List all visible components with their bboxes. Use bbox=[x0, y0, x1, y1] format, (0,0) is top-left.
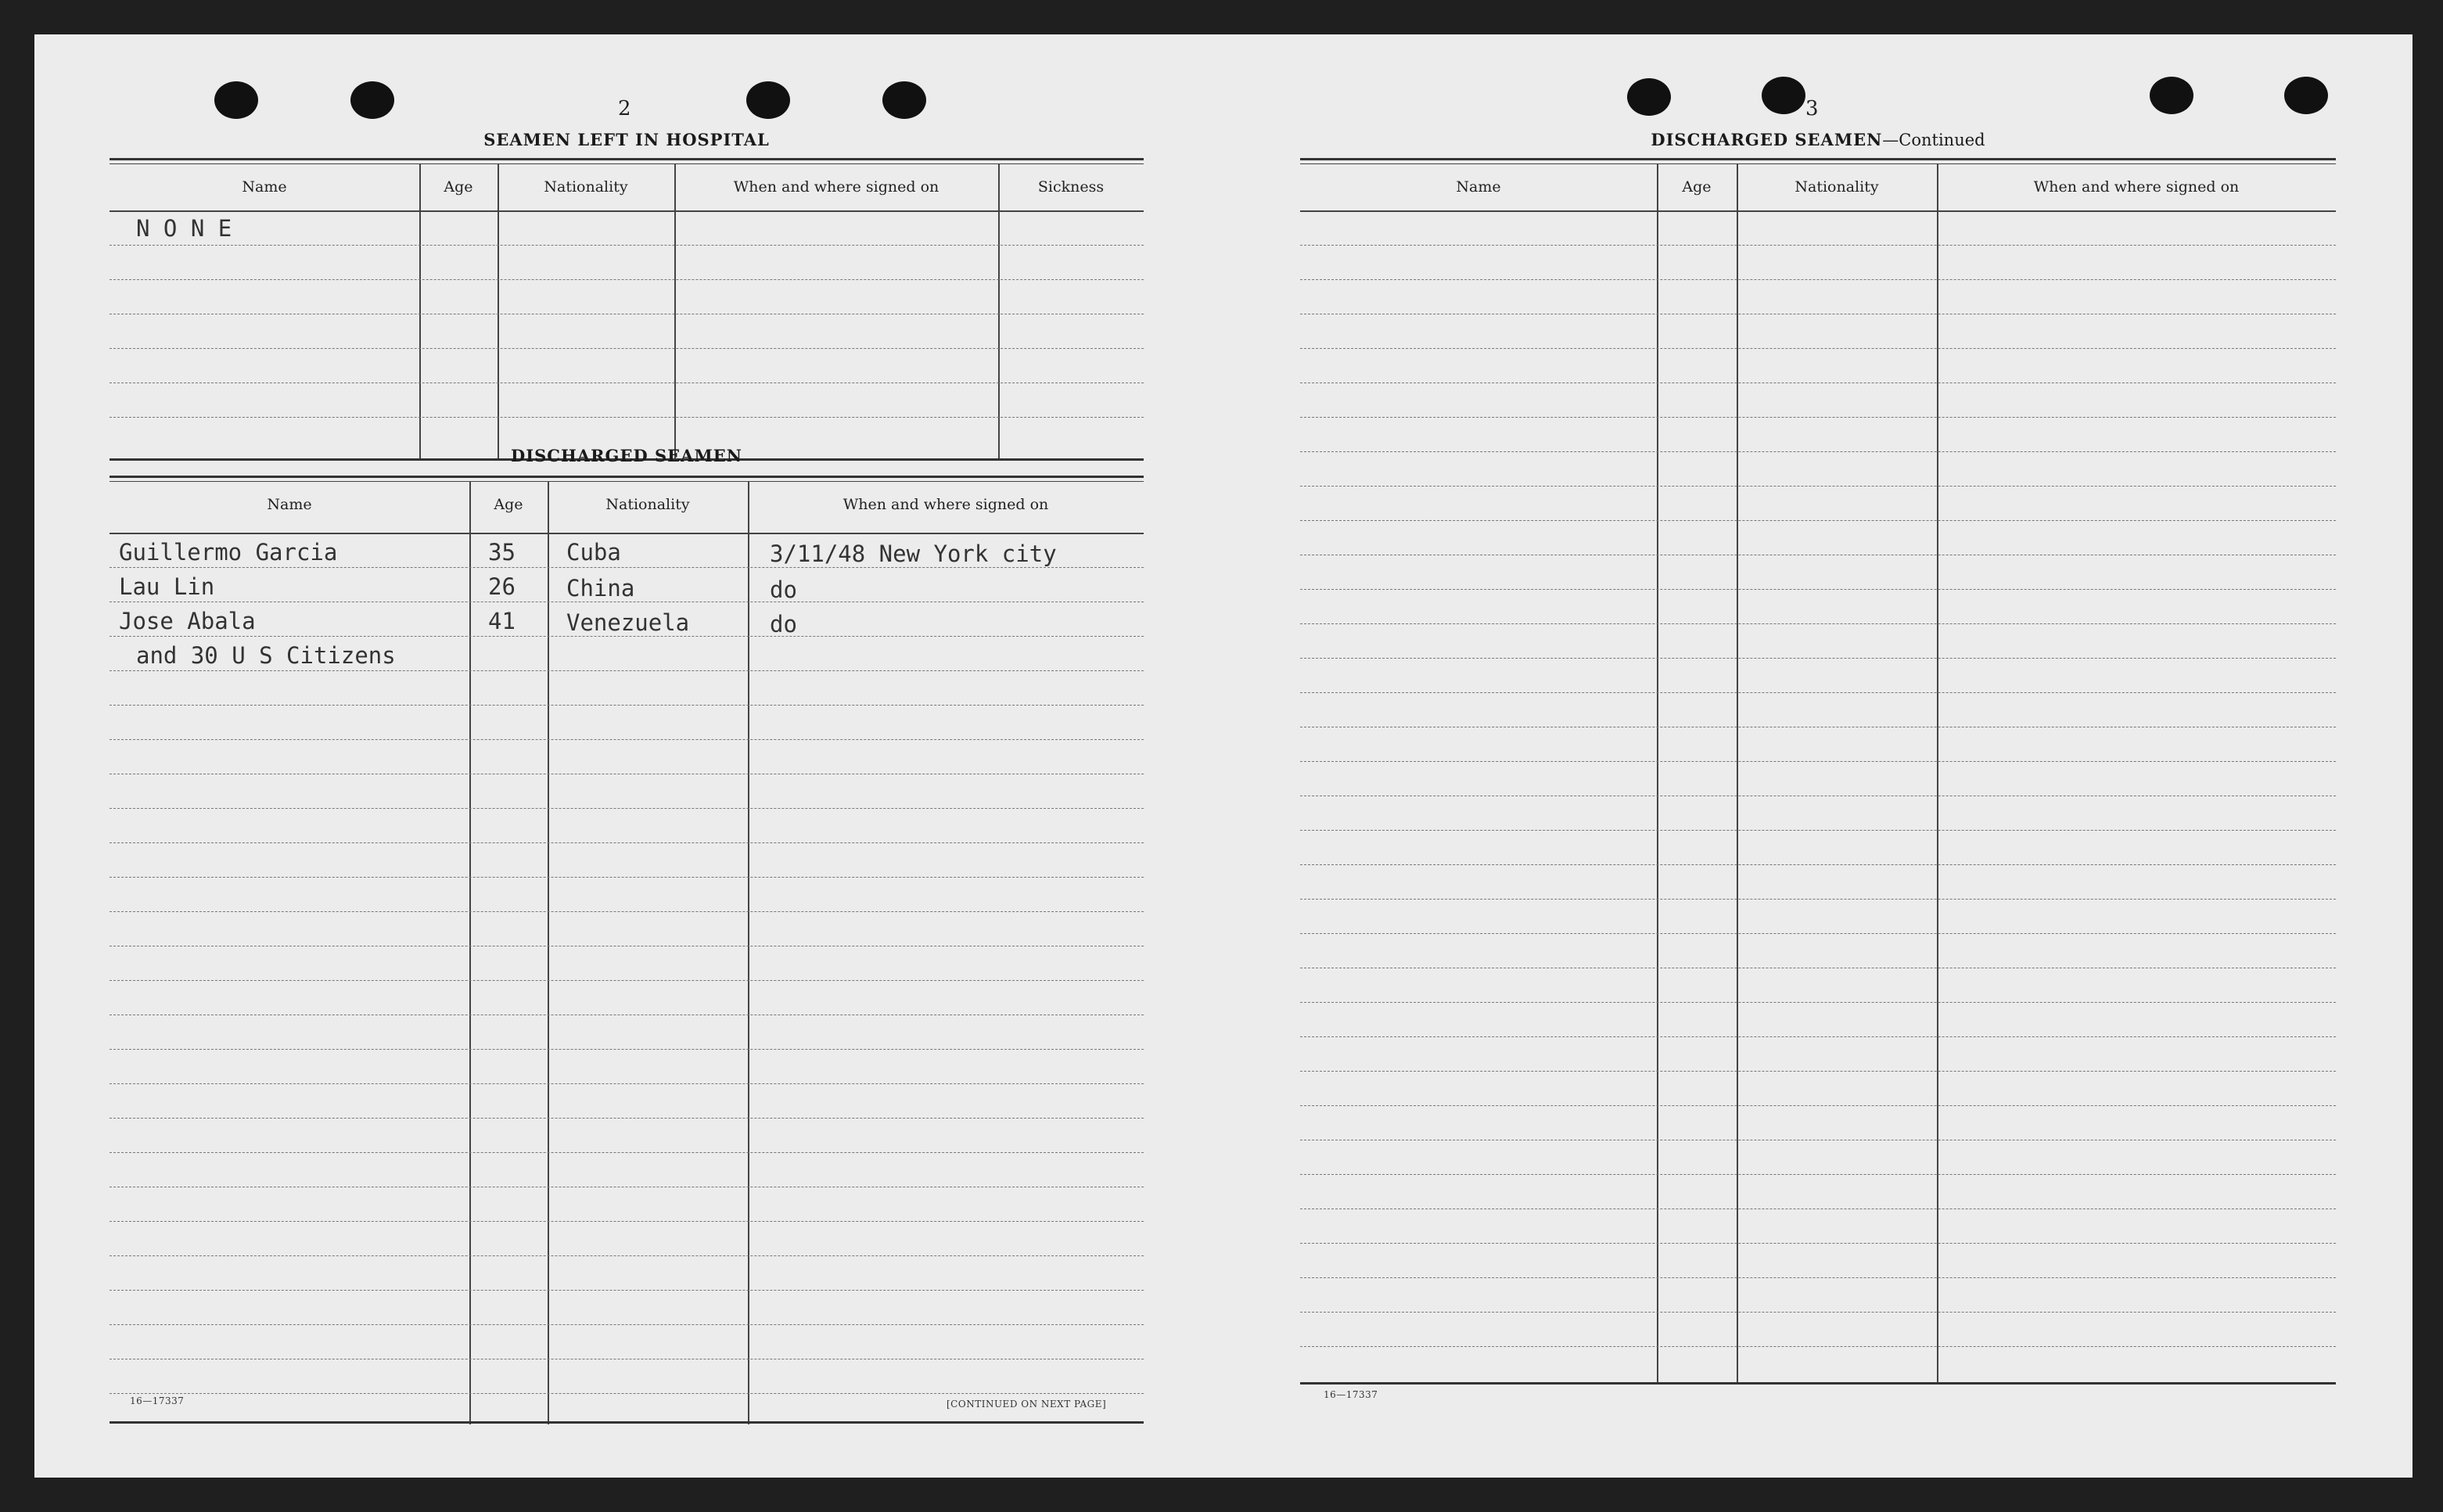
col-header-signed-on: When and where signed on bbox=[842, 496, 1049, 513]
continued-suffix: —Continued bbox=[1882, 131, 1985, 149]
col-header-nationality: Nationality bbox=[605, 496, 690, 513]
col-header-name: Name bbox=[242, 178, 287, 196]
seaman-name: Guillermo Garcia bbox=[119, 539, 338, 566]
col-header-nationality: Nationality bbox=[1795, 178, 1879, 196]
seaman-nationality: Cuba bbox=[566, 539, 621, 566]
col-header-name: Name bbox=[267, 496, 312, 513]
seaman-signed-on: 3/11/48 New York city bbox=[770, 541, 1057, 567]
col-header-signed-on: When and where signed on bbox=[2033, 178, 2240, 196]
discharged-continued-title bbox=[1300, 130, 2336, 149]
discharged-continued-table bbox=[1300, 158, 2336, 1385]
form-number: 16—17337 bbox=[130, 1395, 185, 1406]
seaman-age: 26 bbox=[488, 573, 516, 600]
hospital-entry-none: N O N E bbox=[136, 215, 232, 242]
hospital-table bbox=[110, 158, 1144, 461]
hospital-section-title: SEAMEN LEFT IN HOSPITAL bbox=[483, 130, 770, 149]
continued-note: [CONTINUED ON NEXT PAGE] bbox=[947, 1399, 1107, 1410]
seaman-age: 41 bbox=[488, 608, 516, 634]
discharged-continued-title-main: DISCHARGED SEAMEN bbox=[1651, 130, 1883, 149]
col-header-nationality: Nationality bbox=[544, 178, 628, 196]
right-page bbox=[1300, 34, 2336, 1478]
col-header-age: Age bbox=[494, 496, 523, 513]
col-header-age: Age bbox=[444, 178, 473, 196]
page-number: 3 bbox=[1805, 97, 1819, 120]
seaman-nationality: China bbox=[566, 575, 635, 602]
discharged-note: and 30 U S Citizens bbox=[136, 642, 396, 669]
seaman-age: 35 bbox=[488, 539, 516, 566]
seaman-name: Lau Lin bbox=[119, 573, 215, 600]
col-header-sickness: Sickness bbox=[1037, 178, 1105, 196]
col-header-age: Age bbox=[1682, 178, 1712, 196]
seaman-name: Jose Abala bbox=[119, 608, 256, 634]
discharged-section-title: DISCHARGED SEAMEN bbox=[511, 446, 742, 465]
col-header-name: Name bbox=[1456, 178, 1501, 196]
seaman-signed-on: do bbox=[770, 611, 797, 637]
left-page bbox=[110, 34, 1144, 1478]
form-number: 16—17337 bbox=[1324, 1389, 1378, 1400]
document-sheet bbox=[34, 34, 2412, 1478]
seaman-signed-on: do bbox=[770, 576, 797, 603]
col-header-signed-on: When and where signed on bbox=[733, 178, 939, 196]
page-number: 2 bbox=[618, 97, 631, 120]
discharged-table bbox=[110, 476, 1144, 1424]
seaman-nationality: Venezuela bbox=[566, 609, 690, 636]
